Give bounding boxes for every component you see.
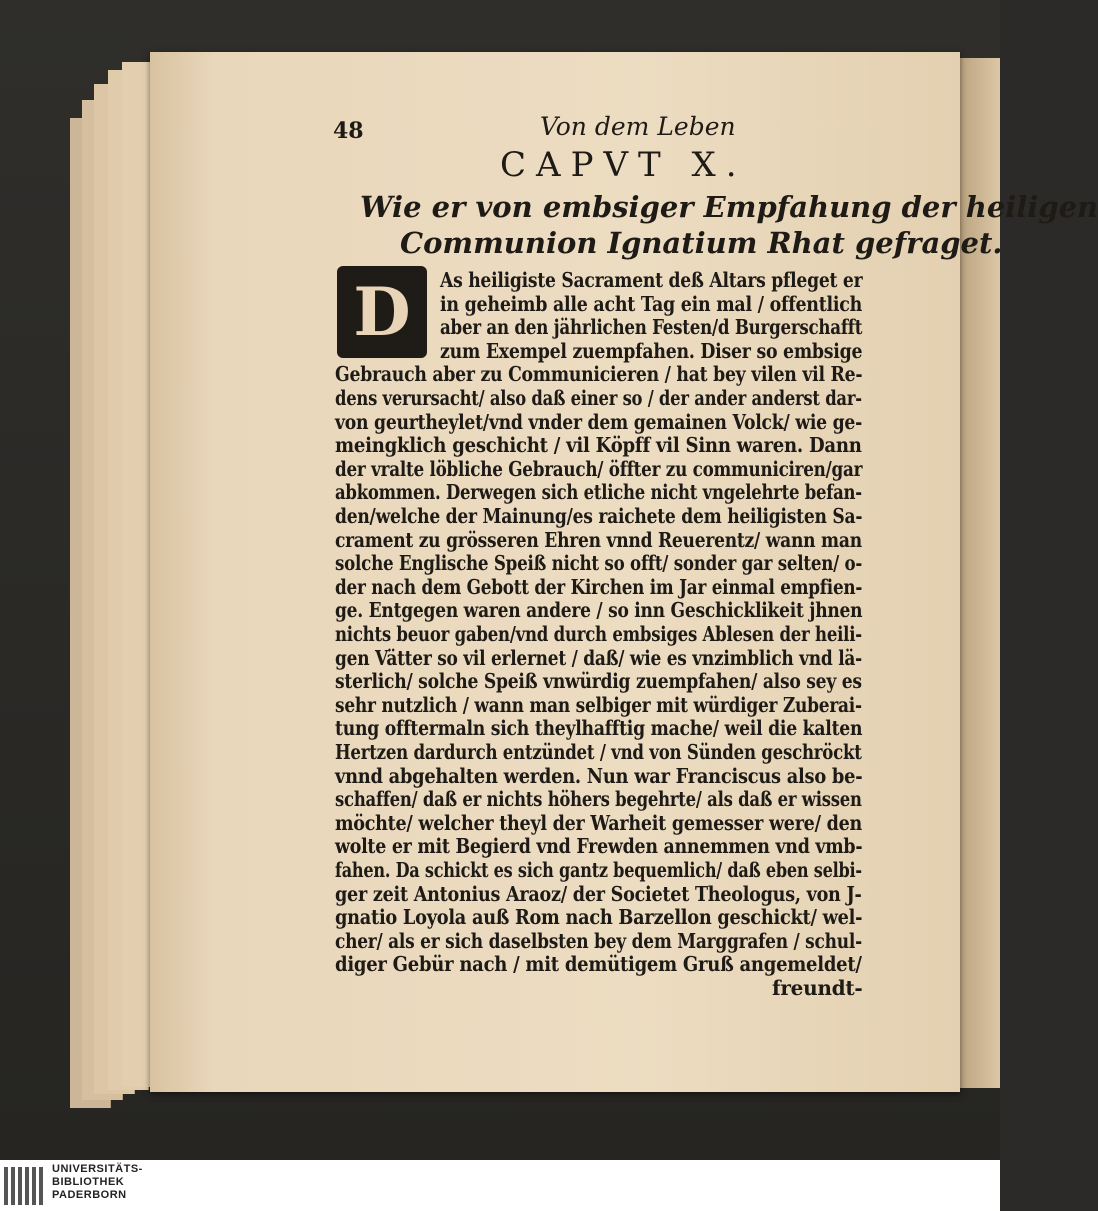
body-line: sehr nutzlich / wann man selbiger mit würdiger Zuberai- [335, 692, 862, 717]
chapter-title: CAPVT X. [500, 145, 747, 185]
body-line: ge. Entgegen waren andere / so inn Geschicklikeit jhnen [335, 598, 863, 623]
footer-bar [0, 1160, 1000, 1211]
chapter-heading-line: Communion Ignatium Rhat gefraget. [400, 226, 1003, 260]
body-line: nichts beuor gaben/vnd durch embsiges Ablesen der heili- [335, 622, 862, 646]
body-line: freundt- [772, 976, 863, 1000]
body-line: zum Exempel zuempfahen. Diser so embsige [440, 338, 863, 363]
body-line: schaffen/ daß er nichts höhers begehrte/ als daß er wissen [335, 787, 862, 812]
body-line: Hertzen dardurch entzündet / vnd von Sünden geschröckt [335, 740, 862, 764]
body-line: möchte/ welcher theyl der Warheit gemesser were/ den [335, 810, 862, 835]
library-logo-icon [4, 1165, 48, 1207]
running-head: Von dem Leben [540, 112, 736, 141]
body-line: vnnd abgehalten werden. Nun war Franciscus also be- [335, 763, 863, 788]
body-line: der nach dem Gebott der Kirchen im Jar einmal empfien- [335, 574, 863, 599]
body-line: solche Englische Speiß nicht so offt/ sonder gar selten/ o- [335, 551, 863, 576]
body-line: der vralte löbliche Gebrauch/ öffter zu communiciren/gar [335, 456, 863, 481]
body-line: meingklich geschicht / vil Köpff vil Sinn waren. Dann [335, 433, 862, 458]
logo-text-line: PADERBORN [52, 1189, 127, 1201]
body-line: sterlich/ solche Speiß vnwürdig zuempfahen/ also sey es [335, 669, 862, 694]
body-line: cher/ als er sich daselbsten bey dem Marggrafen / schul- [335, 928, 862, 953]
body-line: As heiligiste Sacrament deß Altars pfleget er [440, 268, 863, 292]
logo-text-line: UNIVERSITÄTS- [52, 1163, 143, 1175]
body-line: ger zeit Antonius Araoz/ der Societet Theologus, von J- [335, 881, 862, 906]
body-line: aber an den jährlichen Festen/d Burgerschafft [440, 315, 863, 340]
body-line: wolte er mit Begierd vnd Frewden annemmen vnd vmb- [335, 834, 863, 859]
body-line: crament zu grösseren Ehren vnnd Reuerentz/ wann man [335, 527, 862, 552]
body-line: tung offtermaln sich theylhafftig mache/ weil die kalten [335, 716, 863, 741]
body-line: fahen. Da schickt es sich gantz bequemlich/ daß eben selbi- [335, 858, 862, 882]
body-line: in geheimb alle acht Tag ein mal / offentlich [440, 291, 863, 316]
body-line: von geurtheylet/vnd vnder dem gemainen Volck/ wie ge- [335, 409, 862, 434]
body-line: abkommen. Derwegen sich etliche nicht vngelehrte befan- [335, 480, 862, 505]
body-line: dens verursacht/ also daß einer so / der ander anderst dar- [335, 386, 862, 410]
logo-text-line: BIBLIOTHEK [52, 1176, 125, 1188]
body-line: gnatio Loyola auß Rom nach Barzellon geschickt/ wel- [335, 905, 863, 930]
decorated-initial: D [337, 266, 427, 358]
body-line: den/welche der Mainung/es raichete dem heiligisten Sa- [335, 504, 863, 528]
body-line: diger Gebür nach / mit demütigem Gruß angemeldet/ [335, 952, 862, 977]
body-line: gen Vätter so vil erlernet / daß/ wie es vnzimblich vnd lä- [335, 645, 862, 670]
body-line: Gebrauch aber zu Communicieren / hat bey vilen vil Re- [335, 362, 863, 387]
page-number: 48 [333, 118, 364, 144]
chapter-heading-line: Wie er von embsiger Empfahung der heiligen [360, 190, 1098, 224]
